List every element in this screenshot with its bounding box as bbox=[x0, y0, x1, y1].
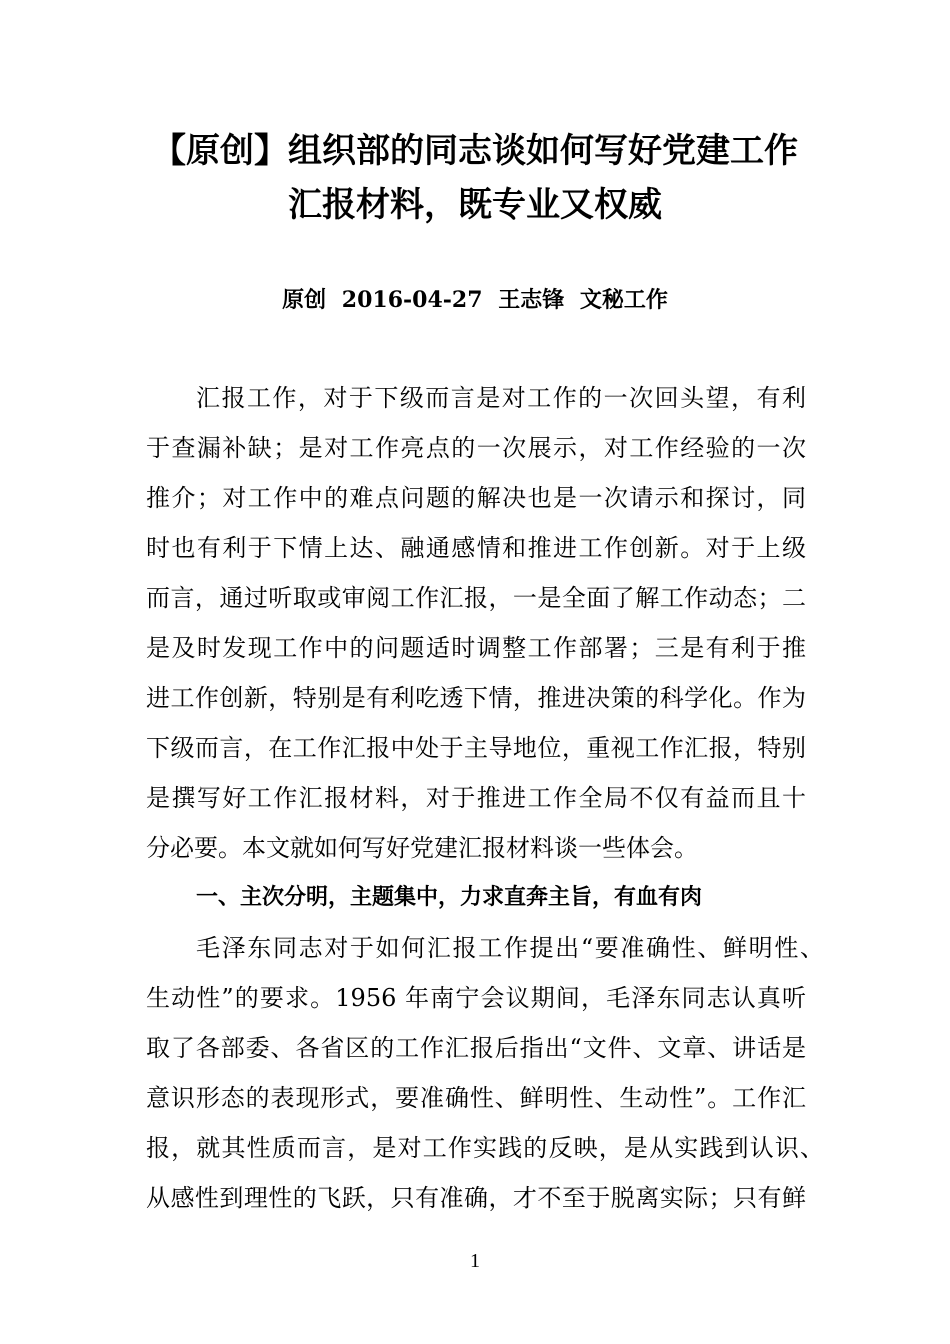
byline-author: 王志锋 bbox=[498, 287, 565, 313]
paragraph-2-line-3: 取了各部委、各省区的工作汇报后指出“文件、文章、讲话是 bbox=[146, 1034, 806, 1062]
byline-source: 文秘工作 bbox=[579, 287, 668, 313]
paragraph-1-line-10: 分必要。本文就如何写好党建汇报材料谈一些体会。 bbox=[146, 834, 698, 862]
paragraph-1-line-2: 于查漏补缺；是对工作亮点的一次展示，对工作经验的一次 bbox=[146, 434, 806, 462]
byline-tag: 原创 bbox=[282, 287, 327, 313]
paragraph-1-line-1: 汇报工作，对于下级而言是对工作的一次回头望，有利 bbox=[196, 384, 806, 412]
paragraph-1-line-5: 而言，通过听取或审阅工作汇报，一是全面了解工作动态；二 bbox=[146, 584, 806, 612]
paragraph-2-line-5: 报，就其性质而言，是对工作实践的反映，是从实践到认识、 bbox=[146, 1134, 824, 1162]
paragraph-2-line-1: 毛泽东同志对于如何汇报工作提出“要准确性、鲜明性、 bbox=[196, 934, 824, 962]
paragraph-2-line-2: 生动性”的要求。1956 年南宁会议期间，毛泽东同志认真听 bbox=[146, 984, 806, 1012]
document-title-line-2: 汇报材料，既专业又权威 bbox=[288, 185, 662, 225]
paragraph-1-line-6: 是及时发现工作中的问题适时调整工作部署；三是有利于推 bbox=[146, 634, 806, 662]
section-heading-1: 一、主次分明，主题集中，力求直奔主旨，有血有肉 bbox=[196, 885, 703, 910]
byline bbox=[110, 282, 840, 318]
byline-date: 2016-04-27 bbox=[341, 287, 483, 313]
paragraph-1-line-4: 时也有利于下情上达、融通感情和推进工作创新。对于上级 bbox=[146, 534, 806, 562]
paragraph-1-line-8: 下级而言，在工作汇报中处于主导地位，重视工作汇报，特别 bbox=[146, 734, 806, 762]
document-title-line-1: 【原创】组织部的同志谈如何写好党建工作 bbox=[152, 131, 798, 171]
paragraph-2-line-4: 意识形态的表现形式，要准确性、鲜明性、生动性”。工作汇 bbox=[146, 1084, 806, 1112]
paragraph-1-line-3: 推介；对工作中的难点问题的解决也是一次请示和探讨，同 bbox=[146, 484, 806, 512]
paragraph-1-line-9: 是撰写好工作汇报材料，对于推进工作全局不仅有益而且十 bbox=[146, 784, 806, 812]
page-number: 1 bbox=[470, 1250, 480, 1272]
paragraph-1-line-7: 进工作创新，特别是有利吃透下情，推进决策的科学化。作为 bbox=[146, 684, 806, 712]
paragraph-2-line-6: 从感性到理性的飞跃，只有准确，才不至于脱离实际；只有鲜 bbox=[146, 1184, 806, 1212]
